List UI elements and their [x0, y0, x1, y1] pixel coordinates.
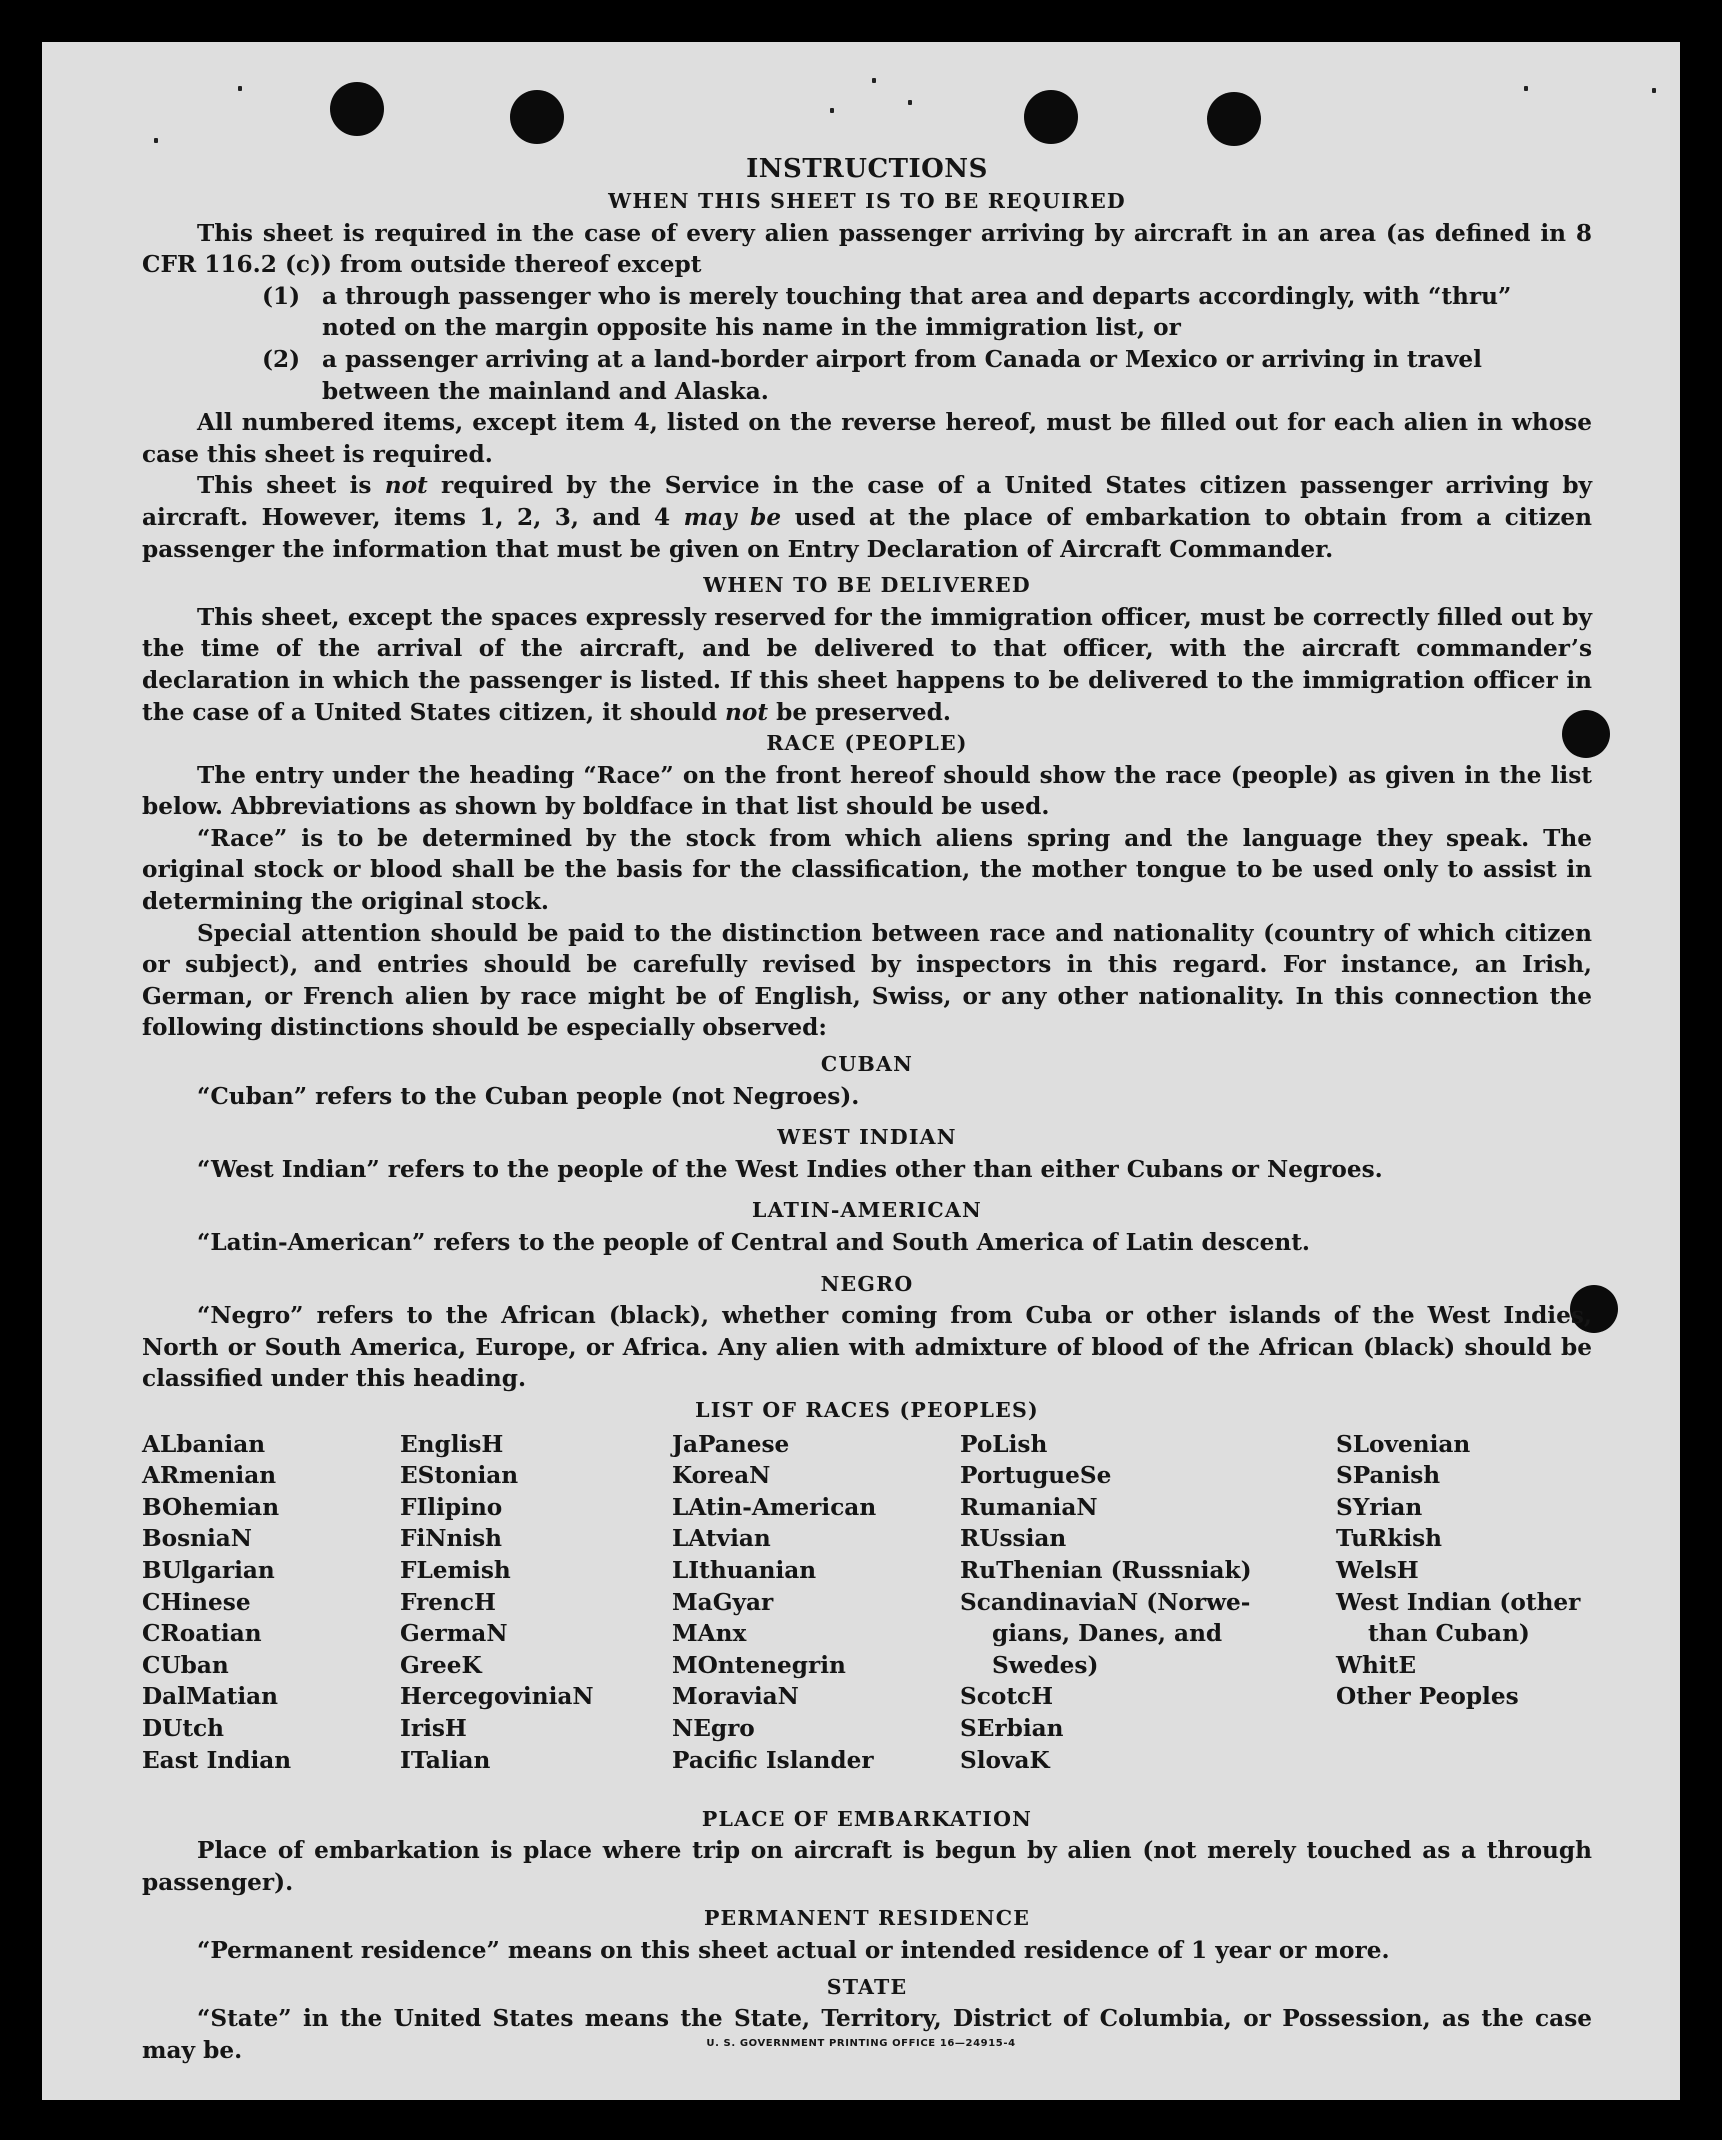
race-item: FLemish	[400, 1556, 511, 1584]
speck	[1524, 86, 1528, 91]
race-item: CRoatian	[142, 1620, 262, 1648]
page-title: INSTRUCTIONS	[746, 154, 988, 184]
race-item: DalMatian	[142, 1683, 279, 1711]
text-run: used at the place of embarkation to obtain from a citizen passenger the information that must be given on Entry Declaration of Aircraft Commander.	[142, 503, 1593, 563]
race-item: FrencH	[400, 1588, 496, 1616]
race-item: ALbanian	[142, 1430, 266, 1458]
document-page	[42, 42, 1680, 2100]
race-item: WhitE	[1336, 1651, 1417, 1679]
section-heading: LATIN-AMERICAN	[752, 1198, 982, 1223]
list-item-number: (2)	[262, 345, 301, 373]
race-item: ITalian	[400, 1746, 491, 1774]
race-item: JaPanese	[672, 1430, 790, 1458]
race-item: BosniaN	[142, 1525, 253, 1553]
section-heading: WHEN THIS SHEET IS TO BE REQUIRED	[608, 189, 1126, 213]
race-item: RumaniaN	[960, 1493, 1098, 1521]
paragraph: This sheet is required in the case of every alien passenger arriving by aircraft in an area (as defined in 8 CFR 116.2 (c)) from outside thereof except	[142, 219, 1592, 279]
race-item: KoreaN	[672, 1462, 771, 1490]
printer-imprint: U. S. GOVERNMENT PRINTING OFFICE 16—24915-4	[706, 2038, 1016, 2049]
race-group	[960, 1681, 1260, 1776]
paragraph: “Negro” refers to the African (black), whether coming from Cuba or other islands of the West Indies, North or South America, Europe, or Africa. Any alien with admixture of blood of the African (black) should be classified under this heading.	[142, 1302, 1592, 1393]
section-heading: CUBAN	[820, 1052, 914, 1077]
race-item: WelsH	[1336, 1556, 1419, 1584]
list-item-text: a passenger arriving at a land-border airport from Canada or Mexico or arriving in travel between the mainland and Alaska.	[322, 345, 1482, 405]
speck	[872, 78, 876, 83]
text-run: not	[384, 472, 428, 500]
race-item: LAtvian	[672, 1525, 771, 1553]
section-heading: RACE (PEOPLE)	[766, 731, 968, 756]
text-run: be preserved.	[768, 698, 951, 726]
race-item: West Indian (other	[1336, 1588, 1581, 1616]
race-item: RUssian	[960, 1525, 1067, 1553]
race-item: BUlgarian	[142, 1556, 275, 1584]
race-item: HercegoviniaN	[400, 1683, 594, 1711]
text-run: This sheet is	[197, 472, 385, 500]
race-item-continuation: gians, Danes, and Swedes)	[992, 1620, 1223, 1679]
section-heading: NEGRO	[820, 1271, 914, 1296]
text-run: This sheet, except the spaces expressly reserved for the immigration officer, must be correctly filled out by the time of the arrival of the aircraft, and be delivered to that officer, with the aircraft commander’s declaration in which the passenger is listed. If this sheet happens to be delivered to the immigration officer in the case of a United States citizen, it should	[142, 603, 1592, 726]
race-item: LIthuanian	[672, 1556, 817, 1584]
punch-hole	[330, 82, 384, 136]
section-heading: PERMANENT RESIDENCE	[703, 1906, 1031, 1931]
race-item-continuation: than Cuban)	[1368, 1620, 1530, 1648]
text-run: may be	[683, 503, 782, 531]
race-group	[960, 1429, 1260, 1619]
race-item: RuThenian (Russniak)	[960, 1556, 1252, 1584]
speck	[1652, 88, 1656, 93]
speck	[908, 100, 912, 105]
paragraph	[142, 602, 1592, 728]
paragraph: “State” in the United States means the State, Territory, District of Columbia, or Possession, as the case may be.	[142, 2005, 1592, 2064]
section-heading: WHEN TO BE DELIVERED	[703, 573, 1031, 598]
paragraph: The entry under the heading “Race” on the front hereof should show the race (people) as given in the list below. Abbreviations as shown by boldface in that list should be used.	[142, 761, 1592, 821]
race-item: EStonian	[400, 1462, 519, 1490]
paragraph	[142, 470, 1592, 565]
race-column	[672, 1429, 876, 1777]
race-group	[1336, 1429, 1606, 1619]
race-item: MAnx	[672, 1620, 747, 1648]
race-list	[142, 1429, 1592, 1799]
race-item: CUban	[142, 1651, 229, 1679]
punch-hole	[1207, 92, 1261, 146]
race-item: Pacific Islander	[672, 1746, 874, 1774]
race-item: DUtch	[142, 1714, 225, 1742]
race-item: MaGyar	[672, 1588, 774, 1616]
race-item: PoLish	[960, 1430, 1048, 1458]
race-item: TuRkish	[1336, 1525, 1443, 1553]
paragraph: Special attention should be paid to the distinction between race and nationality (country of which citizen or subject), and entries should be carefully revised by inspectors in this regard. For instance, an Irish, German, or French alien by race might be of English, Swiss, or any other nationality. In this connection the following distinctions should be especially observed:	[142, 919, 1592, 1042]
race-item: SPanish	[1336, 1462, 1441, 1490]
speck	[830, 108, 834, 113]
list-item-number: (1)	[262, 282, 301, 310]
race-column	[400, 1429, 594, 1777]
race-item: PortugueSe	[960, 1462, 1112, 1490]
paragraph: “West Indian” refers to the people of the West Indies other than either Cubans or Negroes.	[197, 1155, 1383, 1183]
paragraph: “Race” is to be determined by the stock from which aliens spring and the language they speak. The original stock or blood shall be the basis for the classification, the mother tongue to be used only to assist in determining the original stock.	[142, 824, 1592, 916]
race-item: LAtin-American	[672, 1493, 877, 1521]
race-group	[1336, 1650, 1606, 1713]
race-item: FiNnish	[400, 1525, 503, 1553]
section-heading: WEST INDIAN	[777, 1125, 957, 1150]
race-item: IrisH	[400, 1714, 467, 1742]
race-item: MOntenegrin	[672, 1651, 846, 1679]
race-column	[142, 1429, 291, 1777]
race-item: CHinese	[142, 1588, 251, 1616]
paragraph: Place of embarkation is place where trip on aircraft is begun by alien (not merely touched as a through passenger).	[142, 1837, 1592, 1896]
race-item: GreeK	[400, 1651, 482, 1679]
race-item: EnglisH	[400, 1430, 504, 1458]
list-item	[262, 281, 1592, 344]
text-run: required by the Service in the case of a United States citizen passenger arriving by aircraft. However, items 1, 2, 3, and 4	[142, 472, 1593, 531]
race-item: East Indian	[142, 1746, 292, 1774]
race-item: MoraviaN	[672, 1683, 799, 1711]
race-item: SlovaK	[960, 1746, 1050, 1774]
punch-hole	[510, 90, 564, 144]
race-column	[1336, 1429, 1606, 1713]
speck	[154, 138, 158, 143]
race-item: ScotcH	[960, 1683, 1054, 1711]
race-item: FIlipino	[400, 1493, 503, 1521]
paragraph: “Permanent residence” means on this sheet actual or intended residence of 1 year or more.	[197, 1936, 1390, 1964]
section-heading: LIST OF RACES (PEOPLES)	[695, 1397, 1039, 1422]
race-item: Other Peoples	[1336, 1683, 1519, 1711]
text-run: not	[725, 698, 769, 726]
race-item: GermaN	[400, 1620, 508, 1648]
section-heading: PLACE OF EMBARKATION	[701, 1806, 1033, 1831]
list-item-text: a through passenger who is merely touching that area and departs accordingly, with “thru” noted on the margin opposite his name in the immigration list, or	[322, 282, 1512, 342]
punch-hole	[1024, 90, 1078, 144]
race-item: NEgro	[672, 1714, 755, 1742]
paragraph: “Latin-American” refers to the people of Central and South America of Latin descent.	[197, 1229, 1310, 1256]
instructions-content	[142, 152, 1592, 2066]
list-item	[262, 344, 1592, 407]
race-item: ScandinaviaN (Norwe-	[960, 1588, 1251, 1616]
section-heading: STATE	[826, 1974, 908, 1999]
race-item: SLovenian	[1336, 1430, 1471, 1458]
race-item: BOhemian	[142, 1493, 280, 1521]
race-item: ARmenian	[142, 1462, 277, 1490]
race-column	[960, 1429, 1260, 1777]
paragraph: All numbered items, except item 4, listed on the reverse hereof, must be filled out for each alien in whose case this sheet is required.	[142, 409, 1592, 468]
race-item: SErbian	[960, 1714, 1064, 1742]
speck	[238, 86, 242, 91]
paragraph: “Cuban” refers to the Cuban people (not Negroes).	[197, 1082, 860, 1110]
race-item: SYrian	[1336, 1493, 1423, 1521]
